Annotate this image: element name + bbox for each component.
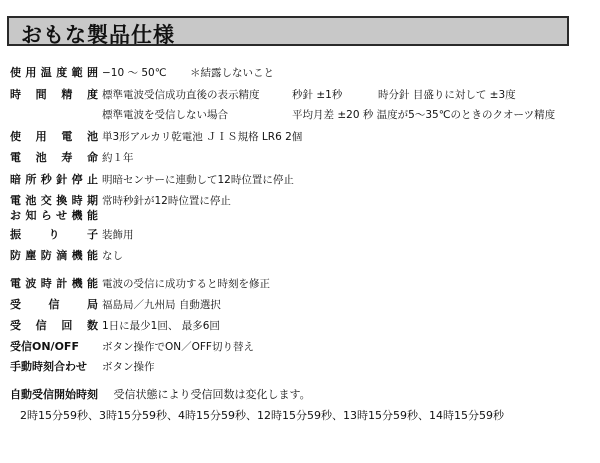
spec-label: 使用温度範囲 — [10, 66, 98, 79]
spec-label: 防塵防滴機能 — [10, 249, 98, 262]
spec-label: お知らせ機能 — [10, 209, 98, 222]
spec-value: 標準電波受信成功直後の表示精度 — [102, 89, 260, 101]
auto-receive-times: 2時15分59秒、3時15分59秒、4時15分59秒、12時15分59秒、13時15分59秒、14時15分59秒 — [20, 409, 504, 422]
spec-value: −10 ～ 50℃ — [102, 67, 167, 79]
spec-value: 時分針 目盛りに対して ±3度 — [378, 89, 516, 101]
spec-label: 手動時刻合わせ — [10, 360, 87, 373]
spec-value: ボタン操作 — [102, 361, 155, 373]
spec-label: 電池交換時期 — [10, 194, 98, 207]
title-bar — [7, 16, 569, 46]
spec-value: 約１年 — [102, 152, 134, 164]
spec-label: 時間精度 — [10, 88, 98, 101]
page-title: おもな製品仕様 — [21, 23, 175, 47]
spec-value: 標準電波を受信しない場合 — [102, 109, 228, 121]
spec-value: 平均月差 ±20 秒 温度が5～35℃のときのクオーツ精度 — [292, 109, 556, 121]
auto-receive-heading — [10, 387, 311, 403]
spec-value: 電波の受信に成功すると時刻を修正 — [102, 278, 270, 290]
spec-label: 電池寿命 — [10, 151, 98, 164]
spec-value: 装飾用 — [102, 229, 134, 241]
spec-label: 使用電池 — [10, 130, 98, 143]
spec-label: 振り子 — [10, 228, 98, 241]
spec-value: ボタン操作でON／OFF切り替え — [102, 341, 254, 353]
auto-receive-note: 受信状態により受信回数は変化します。 — [113, 388, 311, 401]
spec-label: 受信ON/OFF — [10, 340, 79, 353]
spec-value: 秒針 ±1秒 — [292, 89, 343, 101]
spec-label: 受信局 — [10, 298, 98, 311]
spec-label: 暗所秒針停止 — [10, 173, 98, 186]
auto-receive-label: 自動受信開始時刻 — [10, 388, 98, 401]
spec-value: 単3形アルカリ乾電池 ＪＩＳ規格 LR6 2個 — [102, 131, 303, 143]
spec-value: なし — [102, 250, 123, 262]
spec-value: 福島局／九州局 自動選択 — [102, 299, 221, 311]
spec-value: 1日に最少1回、 最多6回 — [102, 320, 220, 332]
spec-note: ＊結露しないこと — [190, 67, 274, 79]
spec-value: 常時秒針が12時位置に停止 — [102, 195, 231, 207]
spec-label: 電波時計機能 — [10, 277, 98, 290]
spec-label: 受信回数 — [10, 319, 98, 332]
spec-value: 明暗センサーに連動して12時位置に停止 — [102, 174, 294, 186]
